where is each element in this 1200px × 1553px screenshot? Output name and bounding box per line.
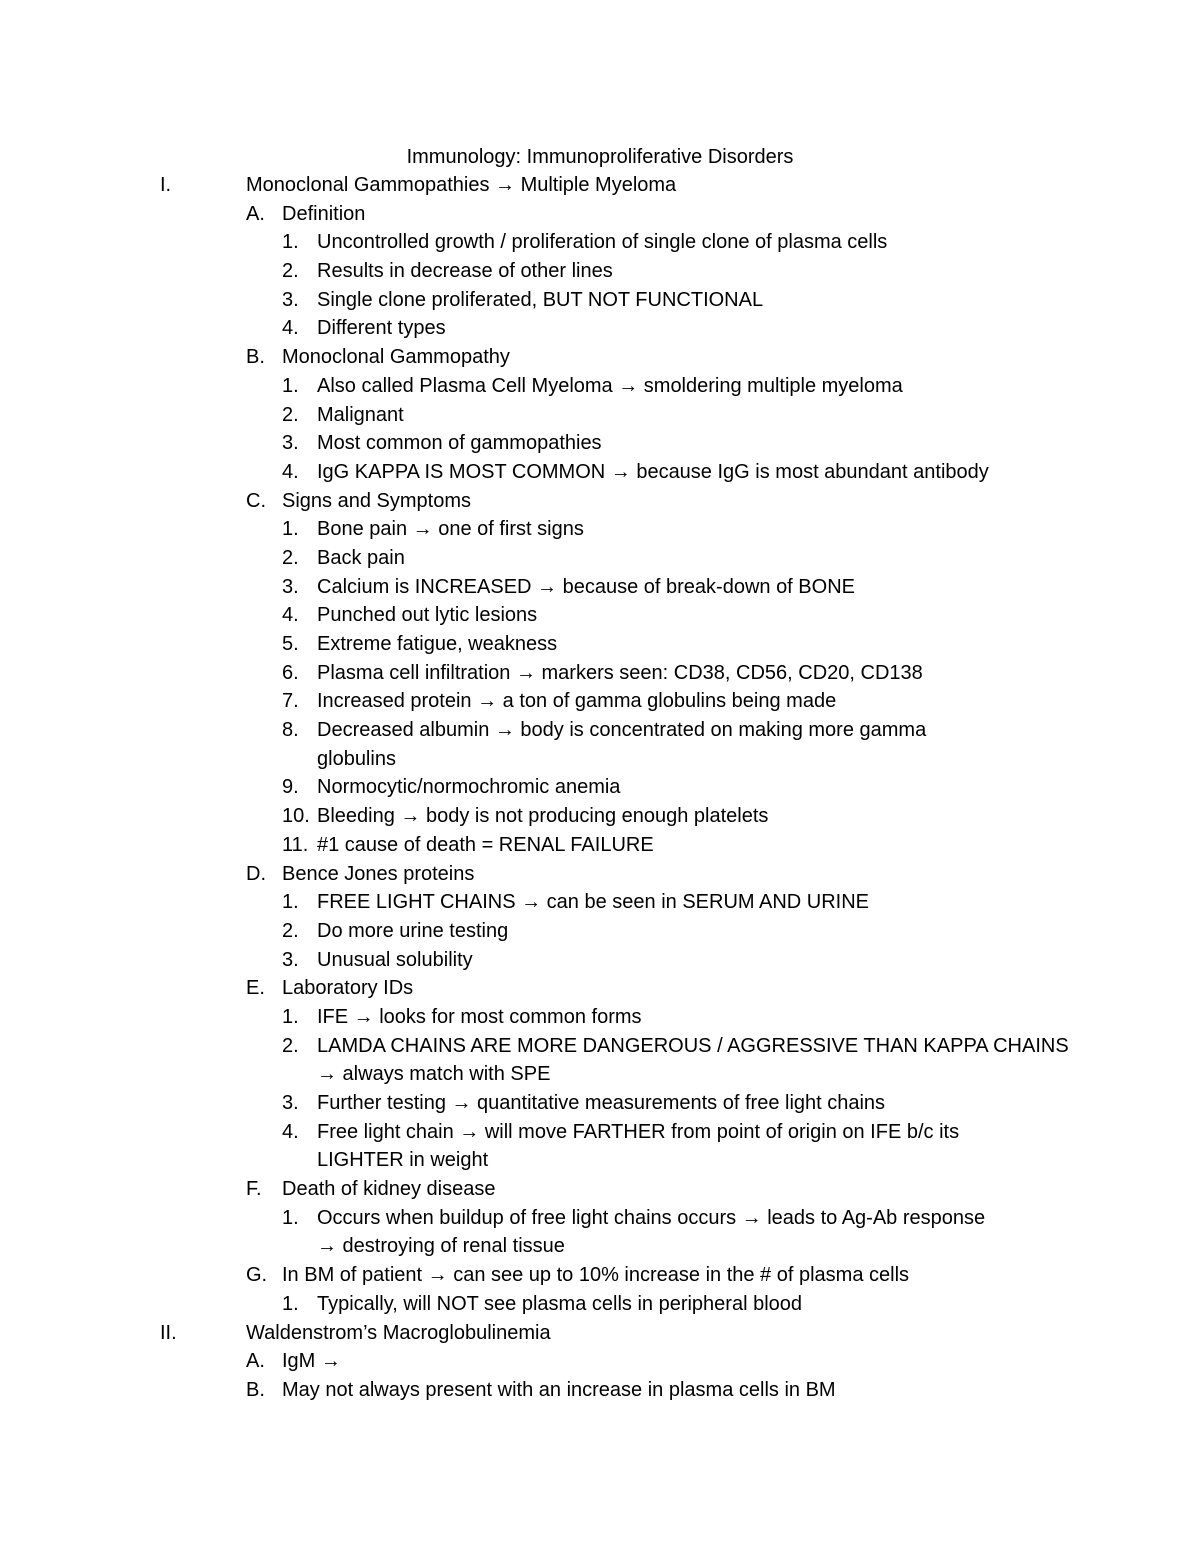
outline-text: Free light chain → will move FARTHER from point of origin on IFE b/c its [317, 1120, 960, 1143]
outline-text: Most common of gammopathies [317, 432, 602, 455]
outline-marker: 1. [282, 1005, 299, 1028]
outline-item-level-3 [0, 573, 1200, 602]
outline-marker: 11. [282, 833, 309, 856]
outline-text: Bone pain → one of first signs [317, 518, 584, 541]
outline-text: Results in decrease of other lines [317, 260, 613, 283]
outline-marker: E. [246, 977, 265, 1000]
outline-item-level-1 [0, 1319, 1200, 1348]
outline-text: Back pain [317, 546, 405, 569]
outline-marker: 1. [282, 1292, 299, 1315]
outline-item-level-2 [0, 487, 1200, 516]
outline-text: Death of kidney disease [282, 1178, 496, 1201]
outline-item-level-3 [0, 1118, 1200, 1147]
outline-continuation [0, 745, 1200, 774]
outline-item-level-3 [0, 659, 1200, 688]
document-title: Immunology: Immunoproliferative Disorders [406, 146, 794, 168]
outline-marker: 2. [282, 403, 299, 426]
outline-text: Extreme fatigue, weakness [317, 633, 558, 655]
outline-item-level-1 [0, 171, 1200, 200]
outline-text: Normocytic/normochromic anemia [317, 776, 621, 799]
outline-item-level-3 [0, 429, 1200, 458]
outline-item-level-3 [0, 1032, 1200, 1061]
outline-text: IgG KAPPA IS MOST COMMON → because IgG is most abundant antibody [317, 460, 989, 483]
outline-marker: 7. [282, 690, 299, 713]
outline-marker: 3. [282, 948, 299, 971]
outline-continuation [0, 1060, 1200, 1089]
outline-marker: 4. [282, 604, 299, 627]
outline-item-level-3 [0, 458, 1200, 487]
outline-item-level-3 [0, 630, 1200, 659]
outline-item-level-3 [0, 1089, 1200, 1118]
outline-marker: 3. [282, 432, 299, 455]
outline-marker: 2. [282, 546, 299, 569]
outline-text: → destroying of renal tissue [317, 1235, 565, 1258]
outline-marker: G. [246, 1264, 268, 1287]
outline-text: May not always present with an increase in plasma cells in BM [282, 1378, 836, 1401]
outline-text: Typically, will NOT see plasma cells in peripheral blood [317, 1292, 803, 1315]
outline-marker: A. [246, 1350, 265, 1373]
outline-text: Monoclonal Gammopathy [282, 346, 510, 369]
outline-marker: 2. [282, 260, 299, 283]
outline-item-level-2 [0, 1175, 1200, 1204]
outline-marker: 4. [282, 317, 299, 340]
outline-text: Plasma cell infiltration → markers seen: CD38, CD56, CD20, CD138 [317, 661, 923, 684]
outline-item-level-2 [0, 1347, 1200, 1376]
outline-item-level-3 [0, 286, 1200, 315]
outline-item-level-2 [0, 974, 1200, 1003]
outline-marker: 1. [282, 518, 299, 541]
outline-text: Signs and Symptoms [282, 489, 471, 512]
outline-marker: 2. [282, 919, 299, 942]
outline-text: → always match with SPE [317, 1063, 551, 1086]
outline-marker: 4. [282, 460, 299, 483]
outline-text: globulins [317, 747, 396, 770]
outline-marker: 5. [282, 633, 299, 655]
outline-text: LAMDA CHAINS ARE MORE DANGEROUS / AGGRESSIVE THAN KAPPA CHAINS [317, 1034, 1069, 1057]
outline-item-level-3 [0, 1204, 1200, 1233]
outline-text: Definition [282, 202, 366, 225]
outline-item-level-3 [0, 1290, 1200, 1319]
outline-item-level-3 [0, 372, 1200, 401]
outline-item-level-3 [0, 544, 1200, 573]
outline-marker: 9. [282, 776, 299, 799]
outline-marker: 3. [282, 1092, 299, 1114]
outline-text: Single clone proliferated, BUT NOT FUNCTIONAL [317, 288, 764, 311]
outline-text: Malignant [317, 403, 404, 426]
outline-text: Punched out lytic lesions [317, 604, 538, 627]
outline-continuation [0, 1146, 1200, 1175]
outline-text: Uncontrolled growth / proliferation of single clone of plasma cells [317, 231, 888, 254]
outline-item-level-3 [0, 888, 1200, 917]
outline-item-level-3 [0, 716, 1200, 745]
outline-text: Bleeding → body is not producing enough platelets [317, 805, 769, 828]
outline-marker: 10. [282, 805, 310, 828]
outline-marker: D. [246, 862, 266, 885]
outline-text: Waldenstrom’s Macroglobulinemia [246, 1321, 551, 1344]
outline-item-level-2 [0, 1261, 1200, 1290]
outline-marker: C. [246, 489, 266, 512]
outline-text: Calcium is INCREASED → because of break-down of BONE [317, 575, 855, 598]
outline-item-level-3 [0, 802, 1200, 831]
outline-marker: F. [246, 1178, 262, 1201]
outline-text: Unusual solubility [317, 948, 473, 971]
outline-text: IFE → looks for most common forms [317, 1005, 642, 1028]
outline-item-level-3 [0, 601, 1200, 630]
outline-item-level-2 [0, 343, 1200, 372]
outline-item-level-3 [0, 314, 1200, 343]
outline-marker: 1. [282, 891, 299, 914]
outline-item-level-2 [0, 1376, 1200, 1405]
outline-marker: 3. [282, 575, 299, 598]
outline-text: Further testing → quantitative measurements of free light chains [317, 1092, 886, 1114]
outline-item-level-3 [0, 228, 1200, 257]
outline-marker: I. [160, 174, 172, 196]
outline-continuation [0, 1232, 1200, 1261]
outline-item-level-3 [0, 917, 1200, 946]
outline-marker: B. [246, 346, 265, 369]
outline-marker: 1. [282, 374, 299, 397]
outline-text: In BM of patient → can see up to 10% increase in the # of plasma cells [282, 1264, 910, 1287]
outline-item-level-3 [0, 515, 1200, 544]
outline-text: Do more urine testing [317, 919, 509, 942]
outline-item-level-2 [0, 200, 1200, 229]
outline-marker: II. [160, 1321, 177, 1344]
outline-item-level-3 [0, 773, 1200, 802]
outline-text: Also called Plasma Cell Myeloma → smoldering multiple myeloma [317, 374, 903, 397]
outline-text: IgM → [282, 1350, 341, 1373]
outline-item-level-3 [0, 401, 1200, 430]
outline-text: Different types [317, 317, 446, 340]
outline-marker: 6. [282, 661, 299, 684]
outline-item-level-2 [0, 860, 1200, 889]
outline-text: LIGHTER in weight [317, 1149, 489, 1172]
outline-marker: A. [246, 202, 265, 225]
outline-item-level-3 [0, 946, 1200, 975]
outline-list [0, 171, 1200, 1405]
outline-text: Laboratory IDs [282, 977, 414, 1000]
outline-item-level-3 [0, 687, 1200, 716]
outline-marker: 1. [282, 1206, 299, 1229]
outline-item-level-3 [0, 831, 1200, 860]
outline-text: Increased protein → a ton of gamma globulins being made [317, 690, 837, 713]
outline-marker: 1. [282, 231, 299, 254]
outline-marker: 8. [282, 719, 299, 742]
outline-text: Occurs when buildup of free light chains occurs → leads to Ag-Ab response [317, 1206, 986, 1229]
outline-text: FREE LIGHT CHAINS → can be seen in SERUM AND URINE [317, 891, 870, 914]
outline-marker: B. [246, 1378, 265, 1401]
outline-marker: 4. [282, 1120, 299, 1143]
outline-text: Monoclonal Gammopathies → Multiple Myeloma [246, 174, 677, 196]
outline-marker: 2. [282, 1034, 299, 1057]
outline-item-level-3 [0, 1003, 1200, 1032]
outline-text: Bence Jones proteins [282, 862, 475, 885]
outline-text: #1 cause of death = RENAL FAILURE [317, 833, 654, 856]
outline-text: Decreased albumin → body is concentrated on making more gamma [317, 719, 927, 742]
outline-item-level-3 [0, 257, 1200, 286]
outline-marker: 3. [282, 288, 299, 311]
